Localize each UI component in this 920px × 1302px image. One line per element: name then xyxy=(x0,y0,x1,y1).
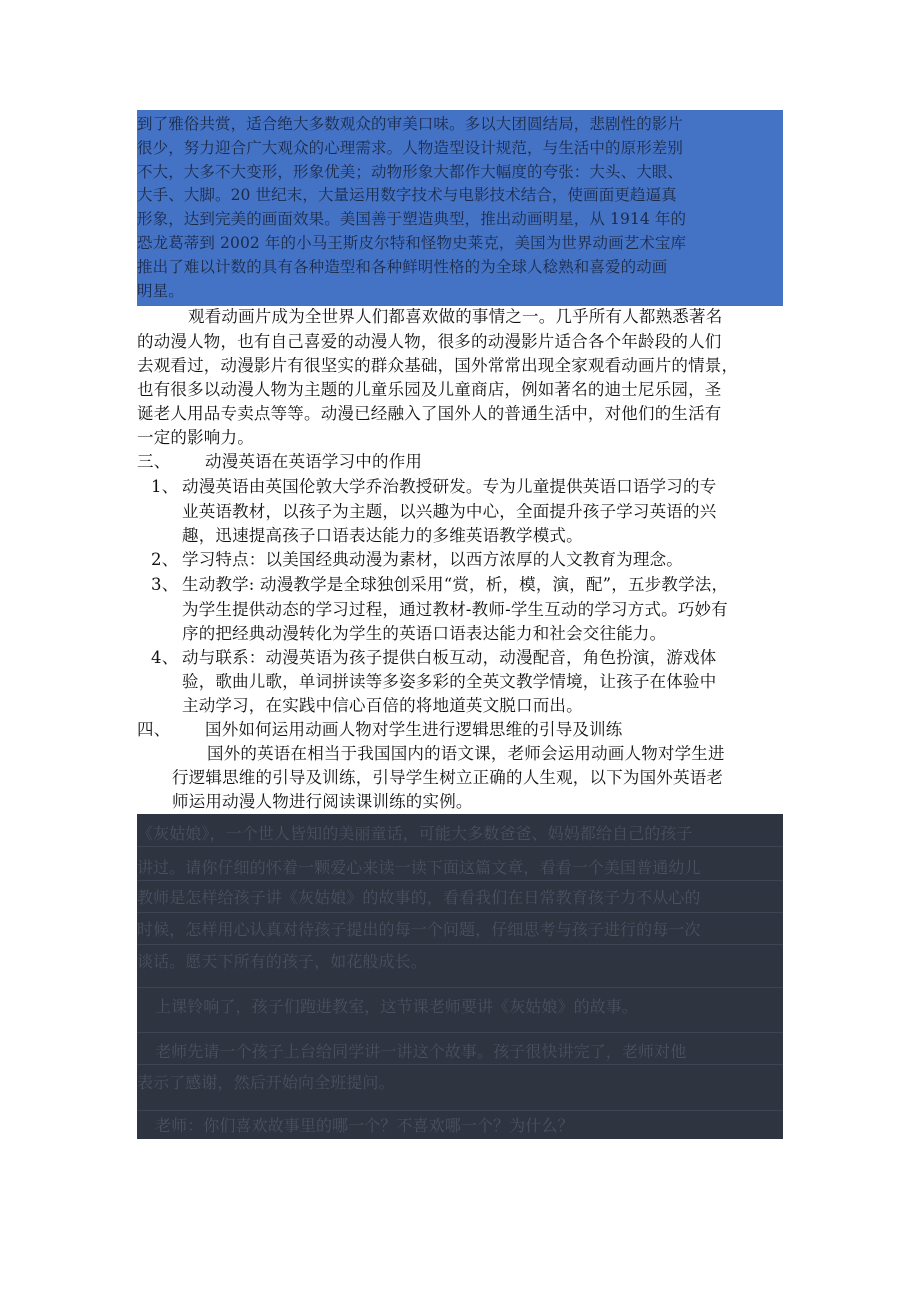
highlighted-line: 推出了难以计数的具有各种造型和各种鲜明性格的为全球人稔熟和喜爱的动画 xyxy=(137,258,668,276)
paragraph-line: 诞老人用品专卖点等等。动漫已经融入了国外人的普通生活中，对他们的生活有 xyxy=(137,404,722,423)
dark-block-line: 上课铃响了，孩子们跑进教室，这节课老师要讲《灰姑娘》的故事。 xyxy=(155,997,639,1016)
dark-block-line: 时候，怎样用心认真对待孩子提出的每一个问题，仔细思考与孩子进行的每一次 xyxy=(137,920,701,939)
list-item-number: 4、 xyxy=(151,648,179,667)
line-rule xyxy=(137,944,783,945)
paragraph-line: 观看动画片成为全世界人们都喜欢做的事情之一。几乎所有人都熟悉著名 xyxy=(188,307,723,326)
list-item-number: 2、 xyxy=(151,550,179,569)
highlighted-line: 恐龙葛蒂到 2002 年的小马王斯皮尔特和怪物史莱克，美国为世界动画艺术宝库 xyxy=(137,234,687,252)
line-rule xyxy=(137,1064,783,1065)
section-title: 国外如何运用动画人物对学生进行逻辑思维的引导及训练 xyxy=(205,720,623,739)
list-item-line: 主动学习，在实践中信心百倍的将地道英文脱口而出。 xyxy=(182,696,583,715)
list-item-number: 3、 xyxy=(151,575,179,594)
paragraph-line: 去观看过，动漫影片有很坚实的群众基础，国外常常出现全家观看动画片的情景， xyxy=(137,356,739,375)
dark-block-line: 讲过。请你仔细的怀着一颗爱心来读一读下面这篇文章，看看一个美国普通幼儿 xyxy=(137,858,701,877)
dark-block-line: 《灰姑娘》，一个世人皆知的美丽童话，可能大多数爸爸、妈妈都给自己的孩子 xyxy=(137,824,693,843)
highlighted-line: 明星。 xyxy=(137,282,184,300)
list-item-line: 动漫英语由英国伦敦大学乔治教授研发。专为儿童提供英语口语学习的专 xyxy=(182,477,717,496)
list-item-line: 验，歌曲儿歌，单词拼读等多姿多彩的全英文教学情境，让孩子在体验中 xyxy=(182,672,717,691)
line-rule xyxy=(137,1110,783,1111)
line-rule xyxy=(137,912,783,913)
highlighted-line: 到了雅俗共赏，适合绝大多数观众的审美口味。多以大团圆结局，悲剧性的影片 xyxy=(137,115,684,133)
list-item-line: 生动教学: 动漫教学是全球独创采用“赏，析，模，演，配”，五步教学法， xyxy=(182,575,729,594)
dark-block-line: 教师是怎样给孩子讲《灰姑娘》的故事的，看看我们在日常教育孩子力不从心的 xyxy=(137,888,701,907)
dark-block-line: 谈话。愿天下所有的孩子，如花般成长。 xyxy=(137,952,427,971)
paragraph-line: 也有很多以动漫人物为主题的儿童乐园及儿童商店，例如著名的迪士尼乐园，圣 xyxy=(137,380,722,399)
list-item-line: 业英语教材，以孩子为主题，以兴趣为中心，全面提升孩子学习英语的兴 xyxy=(182,502,717,521)
line-rule xyxy=(137,1032,783,1033)
paragraph-line: 行逻辑思维的引导及训练，引导学生树立正确的人生观，以下为国外英语老 xyxy=(172,768,724,787)
highlighted-line: 形象，达到完美的画面效果。美国善于塑造典型，推出动画明星，从 1914 年的 xyxy=(137,210,687,228)
paragraph-line: 师运用动漫人物进行阅读课训练的实例。 xyxy=(172,792,473,811)
paragraph-line: 的动漫人物，也有自己喜爱的动漫人物，很多的动漫影片适合各个年龄段的人们 xyxy=(137,332,722,351)
line-rule xyxy=(137,987,783,988)
paragraph-line: 国外的英语在相当于我国国内的语文课，老师会运用动画人物对学生进 xyxy=(207,744,725,763)
list-item-line: 为学生提供动态的学习过程，通过教材-教师-学生互动的学习方式。巧妙有 xyxy=(182,600,728,619)
dark-block-line: 老师：你们喜欢故事里的哪一个？不喜欢哪一个？为什么？ xyxy=(155,1116,574,1135)
highlighted-line: 很少，努力迎合广大观众的心理需求。人物造型设计规范，与生活中的原形差别 xyxy=(137,139,684,157)
line-rule xyxy=(137,846,783,847)
section-number: 四、 xyxy=(137,720,171,739)
paragraph-line: 一定的影响力。 xyxy=(137,428,254,447)
list-item-line: 序的把经典动漫转化为学生的英语口语表达能力和社会交往能力。 xyxy=(182,624,667,643)
section-number: 三、 xyxy=(137,452,171,471)
list-item-line: 学习特点：以美国经典动漫为素材，以西方浓厚的人文教育为理念。 xyxy=(182,550,683,569)
list-item-line: 动与联系：动漫英语为孩子提供白板互动，动漫配音，角色扮演，游戏体 xyxy=(182,648,717,667)
line-rule xyxy=(137,880,783,881)
dark-block-line: 表示了感谢，然后开始向全班提问。 xyxy=(137,1073,395,1092)
highlighted-line: 大手、大脚。20 世纪末，大量运用数字技术与电影技术结合，使画面更趋逼真 xyxy=(137,186,677,204)
list-item-number: 1、 xyxy=(151,477,179,496)
list-item-line: 趣，迅速提高孩子口语表达能力的多维英语教学模式。 xyxy=(182,526,583,545)
highlighted-line: 不大，大多不大变形，形象优美；动物形象大都作大幅度的夸张：大头、大眼、 xyxy=(137,163,684,181)
section-title: 动漫英语在英语学习中的作用 xyxy=(205,452,423,471)
dark-block-line: 老师先请一个孩子上台给同学讲一讲这个故事。孩子很快讲完了，老师对他 xyxy=(155,1042,687,1061)
